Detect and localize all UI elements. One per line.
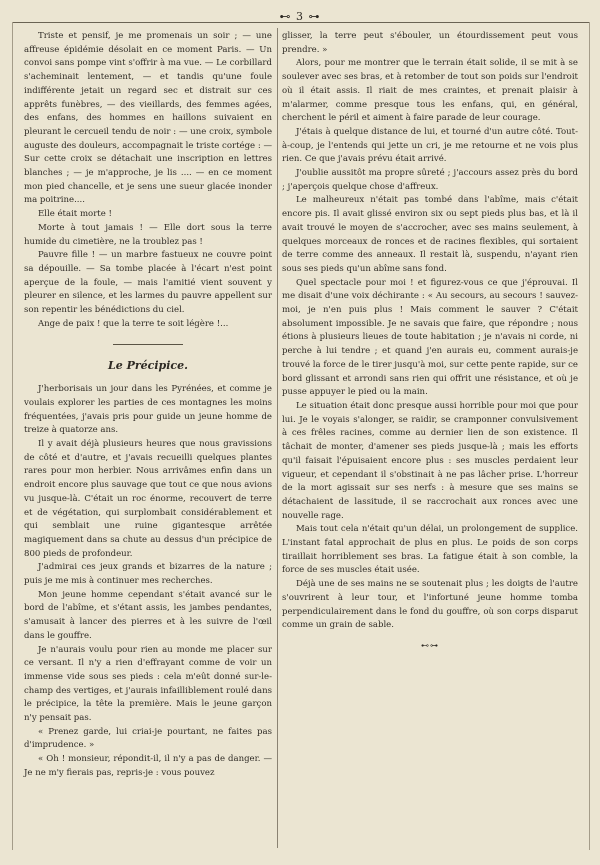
paragraph: Je n'aurais voulu pour rien au monde me placer sur ce versant. Il n'y a rien d'effrayant comme de voir un immense vide sous ses pieds : cela m'eût donné sur-le-champ des vertiges, et j'aurais infailliblement roulé dans le précipice, la tête la première. Mais le jeune garçon n'y pensait pas. [24,644,272,724]
paragraph: J'oublie aussitôt ma propre sûreté ; j'accours assez près du bord ; j'aperçois quelque chose d'affreux. [282,168,578,192]
paragraph: J'admirai ces jeux grands et bizarres de la nature ; puis je me mis à continuer mes recherches. [24,562,272,587]
paragraph: Déjà une de ses mains ne se soutenait plus ; les doigts de l'autre s'ouvrirent à leur tour, et l'infortuné jeune homme tomba perpendiculairement dans le fond du gouffre, où son corps disparut comme un grain de sable. [282,579,578,631]
paragraph: « Oh ! monsieur, répondit-il, il n'y a pas de danger. — Je ne m'y fierais pas, repris-je : vous pouvez [24,754,272,778]
paragraph: Mais tout cela n'était qu'un délai, un prolongement de supplice. L'instant fatal approchait de plus en plus. Le poids de son corps tiraillait horriblement ses bras. La fatigue était à son comble, la force de ses muscles était usée. [282,524,578,576]
left-column [24,30,272,781]
column-divider [277,28,278,848]
paragraph: J'herborisais un jour dans les Pyrénées, et comme je voulais explorer les parties de ces montagnes les moins fréquentées, j'avais pris pour guide un jeune homme de treize à quatorze ans. [24,384,272,436]
left-border-rule [12,22,13,850]
paragraph: Alors, pour me montrer que le terrain était solide, il se mit à se soulever avec ses bras, et à retomber de tout son poids sur l'endroit où il était assis. Il riait de mes craintes, et prenait plaisir à m'alarmer, comme presque tous les enfans, qui, en général, cherchent le péril et aiment à faire parade de leur courage. [282,58,578,124]
story-title: Le Précipice. [108,359,188,373]
page-number: ⊷ 3 ⊶ [279,10,321,23]
paragraph: Le situation était donc presque aussi horrible pour moi que pour lui. Je le voyais s'alonger, se raidir, se cramponner convulsivement à ces frêles racines, comme au dernier lien de son existence. Il tâchait de monter, d'amener ses pieds jusque-là ; mais les efforts qu'il faisait l'épuisaient encore plus : ses muscles perdaient leur vigueur, et cependant il s'obstinait à ne pas lâcher prise. L'horreur de la mort agissait sur ses nerfs : à mesure que ses mains se détachaient de lassitude, il se raccrochait aux ronces avec une nouvelle rage. [282,400,578,521]
right-border-rule [589,22,590,850]
paragraph: glisser, la terre peut s'ébouler, un étourdissement peut vous prendre. » [282,31,578,55]
paragraph: J'étais à quelque distance de lui, et tourné d'un autre côté. Tout-à-coup, je l'entends qui jette un cri, je me retourne et ne vois plus rien. Ce que j'avais prévu était arrivé. [282,126,578,165]
paragraph: Il y avait déjà plusieurs heures que nous gravissions de côté et d'autre, et j'avais recueilli quelques plantes rares pour mon herbier. Nous arrivâmes enfin dans un endroit encore plus sauvage que tout ce que nous avions vu jusque-là. C'était un roc énorme, recouvert de terre et de végétation, qui surplombait considérablement et qui semblait une ruine gigantesque arrêtée magiquement dans sa chute au dessus d'un précipice de 800 pieds de profondeur. [24,438,272,559]
right-column [282,30,578,653]
paragraph: « Prenez garde, lui criai-je pourtant, ne faites pas d'imprudence. » [24,726,272,751]
paragraph: Morte à tout jamais ! — Elle dort sous la terre humide du cimetière, ne la troublez pas ! [24,222,272,247]
paragraph: Pauvre fille ! — un marbre fastueux ne couvre point sa dépouille. — Sa tombe placée à l'écart n'est point aperçue de la foule, — mais l'amitié vient souvent y pleurer en silence, et les larmes du pauvre appellent sur son repentir les bénédictions du ciel. [24,250,272,316]
paragraph: Elle était morte ! [38,209,112,220]
paragraph: Quel spectacle pour moi ! et figurez-vous ce que j'éprouvai. Il me disait d'une voix déchirante : « Au secours, au secours ! sauvez-moi, je n'en puis plus ! Mais comment le sauver ? C'était absolument impossible. Je ne savais que faire, que répondre ; nous étions à plusieurs lieues de toute habitation ; je n'avais ni corde, ni perche à lui tendre ; et quand j'en aurais eu, comment aurais-je trouvé la force de le tirer jusqu'à moi, sur cette pente rapide, sur ce bord glissant et arrondi sans rien qui offrit une résistance, et où je pusse appuyer le pied ou la main. [282,277,578,398]
paragraph: Le malheureux n'était pas tombé dans l'abîme, mais c'était encore pis. Il avait glissé environ six ou sept pieds plus bas, et là il avait trouvé le moyen de s'accrocher, avec ses mains seulement, à quelques morceaux de ronces et de racines flexibles, qui sortaient de terre comme des anneaux. Il restait là, suspendu, n'ayant rien sous ses pieds qu'un abîme sans fond. [282,195,578,274]
paragraph: Triste et pensif, je me promenais un soir ; — une affreuse épidémie désolait en ce moment Paris. — Un convoi sans pompe vint s'offrir à ma vue. — Le corbillard s'acheminait lentement, — et tandis qu'une foule indifférente jetait un regard sec et distrait sur ces apprêts funèbres, — des vieillards, des femmes agées, des enfans, des hommes en haillons suivaient en pleurant le cercueil tendu de noir : — une croix, symbole auguste des douleurs, accompagnait le triste cortége : — Sur cette croix se détachait une inscription en lettres blanches ; — je m'approche, je lis .... — en ce moment mon pied chancelle, et je sens une sueur glacée inonder ma poitrine.... [24,31,272,206]
paragraph: Mon jeune homme cependant s'était avancé sur le bord de l'abîme, et s'étant assis, les jambes pendantes, s'amusait à lancer des pierres et à les suivre de l'œil dans le gouffre. [24,589,272,641]
paragraph: Ange de paix ! que la terre te soit légère !... [38,318,229,329]
section-divider [113,344,183,345]
end-ornament: ⊷⊶ [421,640,439,650]
